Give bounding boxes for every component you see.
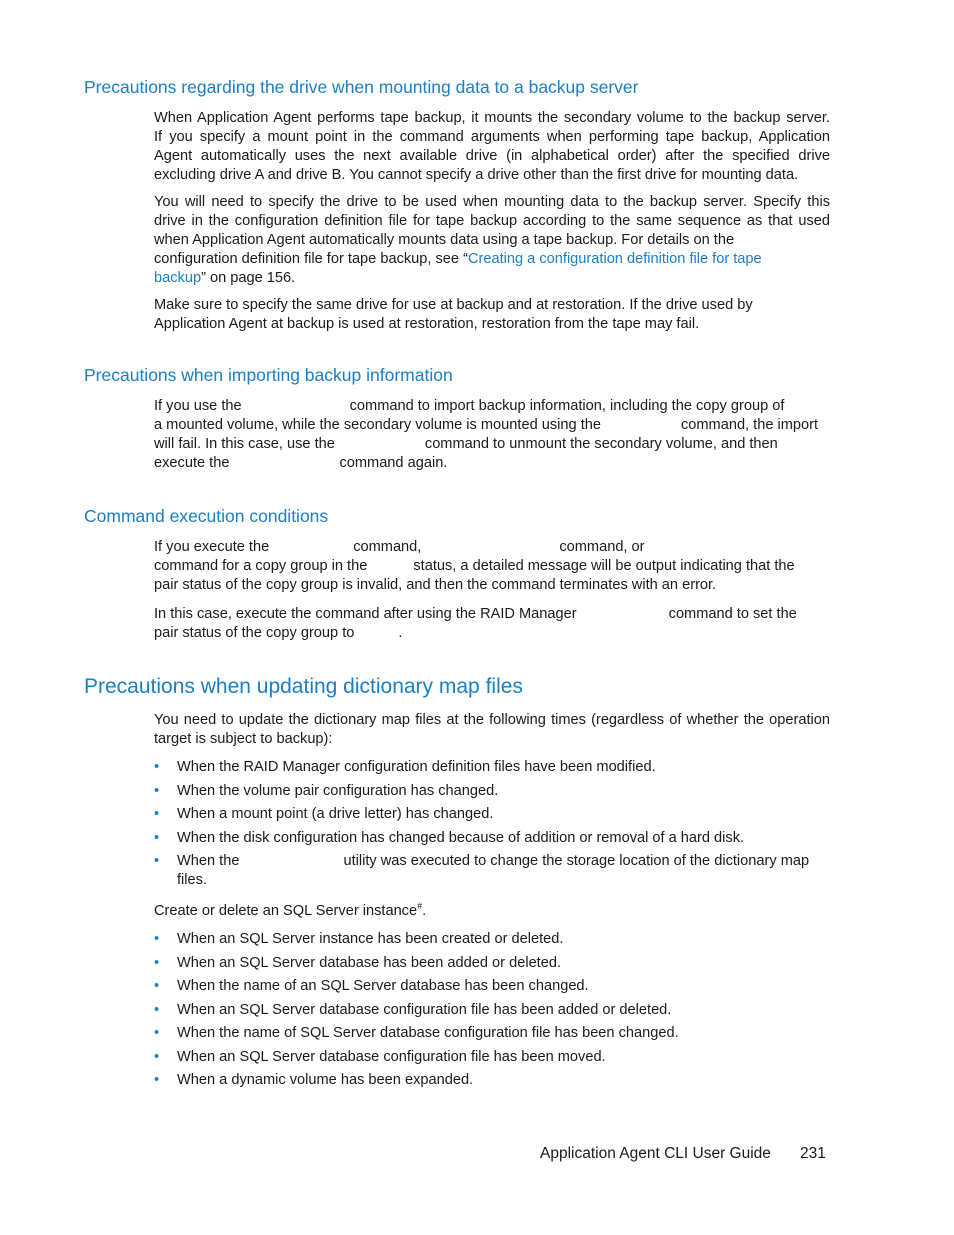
list-item-text bbox=[177, 852, 830, 871]
section-heading-dictionary: Precautions when updating dictionary map files bbox=[84, 675, 523, 698]
text-run: Create or delete an SQL Server instance bbox=[154, 903, 418, 919]
text-run: execute the bbox=[154, 455, 230, 471]
list-item-text: When a mount point (a drive letter) has changed. bbox=[177, 806, 494, 822]
text-line: when Application Agent automatically mounts data using a tape backup. For details on the bbox=[154, 232, 735, 248]
text-run: ” on page 156. bbox=[201, 270, 296, 286]
text-run: utility was executed to change the storage location of the dictionary map bbox=[343, 853, 810, 869]
text-line: Make sure to specify the same drive for use at backup and at restoration. If the drive used by bbox=[154, 297, 753, 313]
footer-page-number: 231 bbox=[800, 1145, 826, 1162]
text-line: pair status of the copy group is invalid, and then the command terminates with an error. bbox=[154, 577, 717, 593]
bullet-list-sql-server bbox=[154, 930, 830, 1095]
text-run: status, a detailed message will be output indicating that the bbox=[413, 558, 795, 574]
bullet-icon: • bbox=[154, 1001, 160, 1018]
list-item-text: When the name of an SQL Server database has been changed. bbox=[177, 978, 589, 994]
text-run: command, bbox=[353, 539, 422, 555]
cross-reference-link[interactable]: Creating a configuration definition file for tape bbox=[467, 251, 762, 267]
text-line bbox=[154, 250, 830, 269]
text-line: target is subject to backup): bbox=[154, 731, 333, 747]
text-run: command to set the bbox=[668, 606, 797, 622]
text-line bbox=[154, 454, 830, 473]
section-heading-drive: Precautions regarding the drive when mounting data to a backup server bbox=[84, 77, 639, 97]
text-run: pair status of the copy group to bbox=[154, 625, 355, 641]
list-item bbox=[154, 852, 830, 890]
list-item-text: When an SQL Server database configuration file has been moved. bbox=[177, 1048, 606, 1065]
text-run: command again. bbox=[339, 455, 448, 471]
text-line bbox=[154, 397, 830, 416]
bullet-icon: • bbox=[154, 782, 160, 799]
text-line bbox=[154, 269, 830, 288]
text-line bbox=[154, 902, 830, 921]
paragraph-drive-2 bbox=[154, 193, 830, 288]
text-run: In this case, execute the command after using the RAID Manager bbox=[154, 606, 577, 622]
list-item-text: When the disk configuration has changed because of addition or removal of a hard disk. bbox=[177, 829, 745, 846]
paragraph-dictionary-intro bbox=[154, 711, 830, 749]
bullet-list-update-times bbox=[154, 758, 830, 890]
list-item-text: When the volume pair configuration has changed. bbox=[177, 782, 499, 799]
text-line bbox=[154, 416, 830, 435]
text-run: command, or bbox=[559, 539, 645, 555]
bullet-icon: • bbox=[154, 1072, 160, 1088]
bullet-icon: • bbox=[154, 829, 160, 846]
cross-reference-link-continued[interactable]: backup bbox=[154, 270, 202, 286]
list-item bbox=[154, 930, 830, 954]
text-line: When Application Agent performs tape backup, it mounts the secondary volume to the backup server. bbox=[154, 110, 830, 126]
list-item-text: When an SQL Server instance has been created or deleted. bbox=[177, 931, 564, 947]
bullet-icon: • bbox=[154, 1048, 160, 1065]
paragraph-drive-1 bbox=[154, 109, 830, 185]
bullet-icon: • bbox=[154, 806, 160, 822]
text-line: You will need to specify the drive to be used when mounting data to the backup server. Specify this bbox=[154, 194, 830, 210]
list-item bbox=[154, 758, 830, 782]
list-item bbox=[154, 805, 830, 829]
list-item bbox=[154, 829, 830, 853]
text-run: command to unmount the secondary volume, and then bbox=[424, 436, 778, 452]
text-run: command, the import bbox=[680, 417, 819, 433]
paragraph-conditions-1 bbox=[154, 538, 830, 595]
footer-guide-title: Application Agent CLI User Guide bbox=[540, 1145, 771, 1162]
text-line bbox=[154, 624, 830, 643]
text-line bbox=[154, 605, 830, 624]
footnote-marker: # bbox=[417, 901, 423, 911]
text-run: . bbox=[398, 625, 403, 641]
bullet-icon: • bbox=[154, 1025, 160, 1041]
text-run: a mounted volume, while the secondary volume is mounted using the bbox=[154, 417, 601, 433]
list-item bbox=[154, 1048, 830, 1072]
text-line: Application Agent at backup is used at restoration, restoration from the tape may fail. bbox=[154, 316, 700, 332]
list-item-text: When an SQL Server database configuration file has been added or deleted. bbox=[177, 1001, 672, 1018]
list-item bbox=[154, 1001, 830, 1025]
list-item bbox=[154, 1024, 830, 1048]
paragraph-importing bbox=[154, 397, 830, 473]
list-item-text: files. bbox=[177, 872, 208, 888]
text-run: command for a copy group in the bbox=[154, 558, 368, 574]
list-item-text: When the name of SQL Server database configuration file has been changed. bbox=[177, 1025, 679, 1041]
text-run: will fail. In this case, use the bbox=[154, 436, 335, 452]
text-line bbox=[154, 538, 830, 557]
bullet-icon: • bbox=[154, 853, 160, 869]
section-heading-conditions: Command execution conditions bbox=[84, 506, 329, 526]
bullet-icon: • bbox=[154, 954, 160, 971]
text-line: If you specify a mount point in the command arguments when performing tape backup, Application bbox=[154, 129, 830, 145]
list-item bbox=[154, 782, 830, 806]
bullet-icon: • bbox=[154, 759, 160, 775]
list-item bbox=[154, 954, 830, 978]
section-heading-importing: Precautions when importing backup information bbox=[84, 365, 453, 385]
bullet-icon: • bbox=[154, 978, 160, 994]
text-line bbox=[154, 557, 830, 576]
paragraph-drive-3 bbox=[154, 296, 830, 334]
text-line: excluding drive A and drive B. You cannot specify a drive other than the first drive for mounting data. bbox=[154, 167, 799, 183]
list-item bbox=[154, 1071, 830, 1095]
text-line: drive in the configuration definition file for tape backup according to the same sequence as that used bbox=[154, 213, 830, 229]
text-line bbox=[154, 435, 830, 454]
text-run: command to import backup information, including the copy group of bbox=[349, 398, 785, 414]
paragraph-create-delete bbox=[154, 902, 830, 921]
text-run: When the bbox=[177, 853, 240, 869]
paragraph-conditions-2 bbox=[154, 605, 830, 643]
text-line: Agent automatically uses the next available drive (in alphabetical order) after the specified drive bbox=[154, 148, 830, 164]
text-run: . bbox=[422, 903, 427, 919]
text-run: configuration definition file for tape backup, see “ bbox=[154, 251, 468, 267]
list-item-text: When a dynamic volume has been expanded. bbox=[177, 1072, 474, 1088]
text-run: If you execute the bbox=[154, 539, 270, 555]
list-item-text: When the RAID Manager configuration definition files have been modified. bbox=[177, 759, 656, 775]
bullet-icon: • bbox=[154, 931, 160, 947]
text-run: If you use the bbox=[154, 398, 242, 414]
list-item bbox=[154, 977, 830, 1001]
list-item-text: When an SQL Server database has been added or deleted. bbox=[177, 954, 562, 971]
text-line: You need to update the dictionary map files at the following times (regardless of whether the operation bbox=[154, 712, 830, 728]
